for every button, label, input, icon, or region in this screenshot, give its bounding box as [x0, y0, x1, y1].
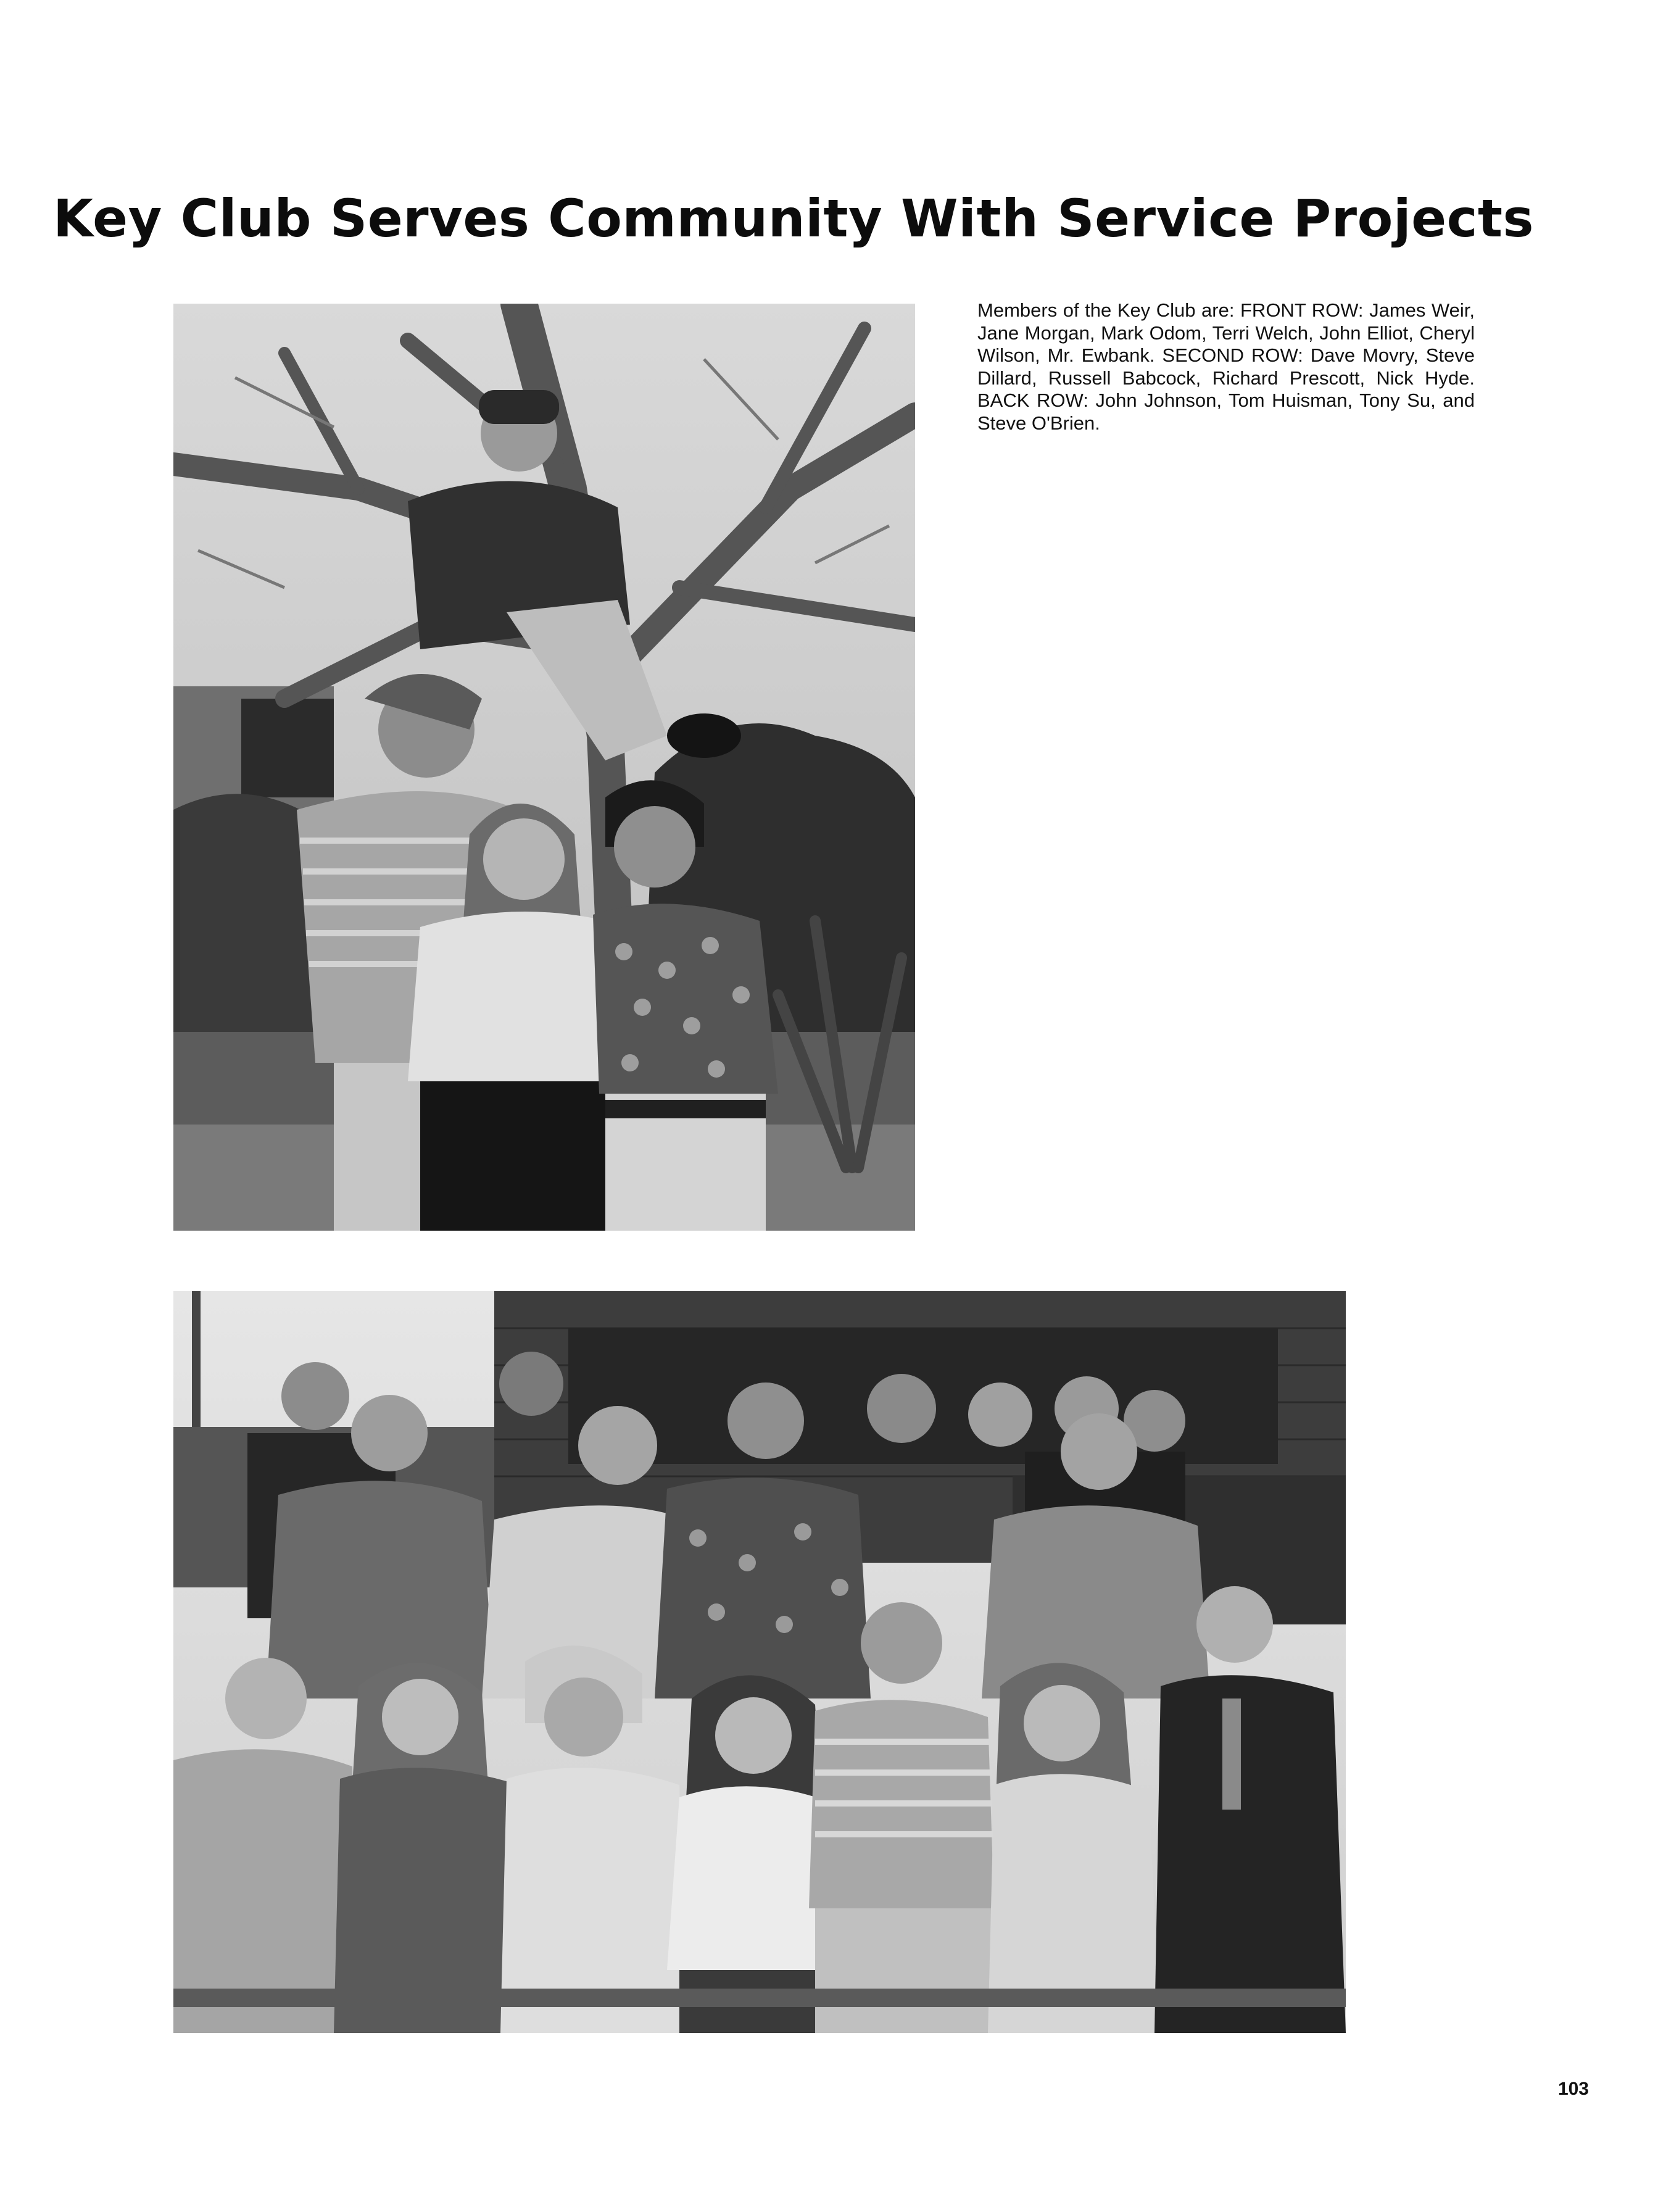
- page-headline: Key Club Serves Community With Service Projects: [53, 188, 1535, 249]
- key-club-group-photo-image: [173, 1291, 1346, 2033]
- photo-caption: Members of the Key Club are: FRONT ROW: James Weir, Jane Morgan, Mark Odom, Terri Welch, John Elliot, Cheryl Wilson, Mr. Ewbank. SECOND ROW: Dave Movry, Steve Dillard, Russell Babcock, Richard Prescott, Nick Hyde. BACK ROW: John Johnson, Tom Huisman, Tony Su, and Steve O'Brien.: [977, 299, 1475, 434]
- key-club-group-photo: [173, 1291, 1346, 2033]
- page-number: 103: [1557, 2079, 1589, 2099]
- tree-group-photo-image: [173, 304, 915, 1231]
- tree-group-photo: [173, 304, 915, 1231]
